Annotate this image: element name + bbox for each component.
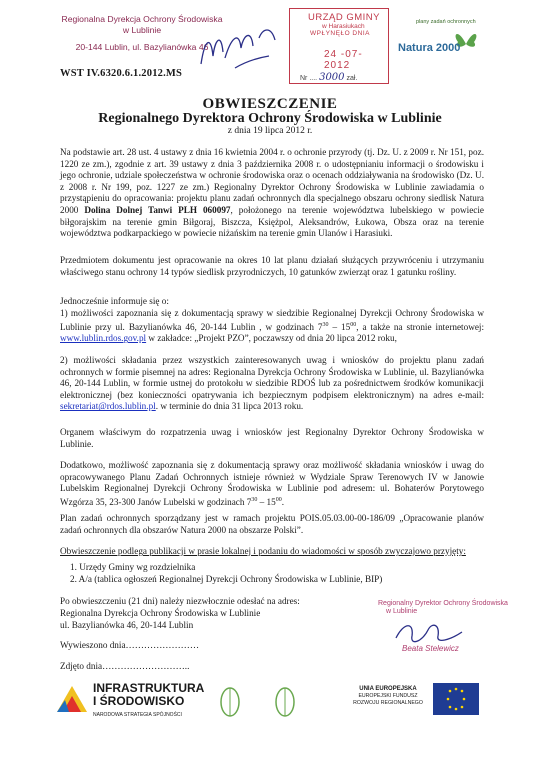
website-link[interactable]: www.lublin.rdos.gov.pl	[60, 333, 147, 344]
paragraph-additional	[60, 460, 484, 508]
paragraph-project: Plan zadań ochronnych sporządzany jest w ramach projektu POIS.05.03.00-00-186/09 „Opracowanie planów zadań ochronnych dla obszarów Natura 2000 na obszarze Polski”.	[60, 513, 484, 535]
document-subtitle: Regionalnego Dyrektora Ochrony Środowiska w Lublinie	[98, 111, 442, 126]
paragraph-publication: Obwieszczenie podlega publikacji w prasie lokalnej i podaniu do wiadomości w sposób zwyczajowo przyjęty:	[60, 546, 466, 556]
p3-1-text: 1) możliwości zapoznania się z dokumentacją sprawy w siedzibie Regionalnej Dyrekcji Ochrony Środowiska w Lublinie przy ul. Bazylianówka 46, 20-144 Lublin , w godzinach 7	[60, 308, 484, 332]
stamp-town: w Harasiukach	[322, 23, 365, 30]
infra-line3: NARODOWA STRATEGIA SPÓJNOŚCI	[93, 712, 182, 718]
paragraph-authority: Organem właściwym do rozpatrzenia uwag i wniosków jest Regionalny Dyrektor Ochrony Środowiska w Lublinie.	[60, 427, 484, 449]
case-reference: WST IV.6320.6.1.2012.MS	[60, 68, 183, 79]
email-link[interactable]: sekretariat@rdos.lublin.pl	[60, 401, 156, 412]
p4-text: Dodatkowo, możliwość zapoznania się z dokumentacją sprawy oraz możliwość składania wniosków i uwag do opracowywanego Planu Zadań Ochronnych istnieje również w Wydziale Spraw Terenowych IV w Janowie Lubelskim Regionalnej Dyrekcji Ochrony Środowiska w Lublinie pod adresem: ul. Bohaterów Porytowego Wzgórza 35, 23-300 Janów Lubelski w godzinach 7	[60, 460, 484, 507]
handwritten-note	[195, 18, 285, 78]
signature-stamp-city: w Lublinie	[386, 608, 418, 615]
paragraph-info-1	[60, 308, 484, 345]
natura-2000-logo	[394, 18, 480, 68]
p3-1-text-b: – 15	[328, 321, 351, 332]
stamp-number-label: Nr ....	[300, 75, 318, 82]
return-instruction: Po obwieszczeniu (21 dni) należy niezwłocznie odesłać na adres:	[60, 596, 300, 606]
return-address-1: Regionalna Dyrekcja Ochrony Środowiska w Lublinie	[60, 608, 261, 618]
p3-1-sup1: 30	[322, 321, 329, 328]
received-stamp	[289, 8, 389, 84]
p1-text: Na podstawie art. 28 ust. 4 ustawy z dnia 16 kwietnia 2004 r. o ochronie przyrody (tj. Dz. U. z 2009 r. Nr 151, poz. 1220 ze zm.), zgodnie z art. 39 ustawy z dnia 3 października 2008 r. o udostępnianiu informacji o środowisku i jego ochronie, udziale społeczeństwa w ochronie środowiska oraz o ocenach oddziaływania na środowisko (Dz. U. z 2008 r. Nr 199, poz. 1227 ze zm.) Regionalny Dyrektor Ochrony Środowiska w Lublinie zawiadamia o przystąpieniu do opracowania: projektu planu zadań ochronnych dla specjalnego obszaru ochrony siedlisk Natura 2000	[60, 147, 484, 215]
document-date: z dnia 19 lipca 2012 r.	[227, 126, 313, 136]
infra-line1: INFRASTRUKTURA	[93, 681, 205, 695]
removed-date-field: Zdjęto dnia………………………..	[60, 661, 190, 671]
paragraph-subject: Przedmiotem dokumentu jest opracowanie na okres 10 lat planu działań służących przywróceniu i utrzymaniu właściwego stanu ochrony 14 typów siedlisk przyrodniczych, 10 gatunków zwierząt oraz 1 gatunku rośliny.	[60, 255, 484, 277]
leaf-logo-2-icon	[270, 680, 300, 720]
stamp-office: URZĄD GMINY	[308, 12, 380, 23]
eu-flag-icon	[433, 683, 479, 715]
document-title: OBWIESZCZENIE	[202, 96, 338, 112]
p4-sup1: 30	[251, 496, 258, 503]
p4-text-b: – 15	[257, 496, 276, 507]
p3-2-text: 2) możliwości składania przez wszystkich zainteresowanych uwag i wniosków do projektu planu zadań ochronnych w formie pisemnej na adres: Regionalna Dyrekcja Ochrony Środowiska w Lublinie, ul. Bazylianówka 46, 20-144 Lublin, w formie ustnej do protokołu w siedzibie RDOŚ lub za pośrednictwem środków komunikacji elektronicznej (bez konieczności opatrywania ich bezpiecznym podpisem elektronicznym) na adres e-mail:	[60, 355, 484, 400]
paragraph-info-2	[60, 355, 484, 413]
stamp-number-row	[300, 72, 357, 83]
p4-text-c: .	[281, 496, 285, 507]
return-address-2: ul. Bazylianówka 46, 20-144 Lublin	[60, 620, 194, 630]
infrastructure-logo	[93, 682, 204, 722]
paragraph-info-intro: Jednocześnie informuje się o:	[60, 296, 169, 306]
distribution-item-2: 2. A/a (tablica ogłoszeń Regionalnej Dyrekcji Ochrony Środowiska w Lublinie, BIP)	[70, 574, 383, 584]
issuer-name: Regionalna Dyrekcja Ochrony Środowiska	[61, 14, 223, 24]
stamp-received-label: WPŁYNĘŁO DNIA	[310, 30, 370, 37]
p3-1-text-d: w zakładce: „Projekt PZO”, poczawszy od dnia 20 lipca 2012 roku,	[146, 333, 397, 344]
signer-name: Beata Stelewicz	[402, 644, 459, 653]
eu-line2: EUROPEJSKI FUNDUSZ	[358, 693, 418, 699]
natura-caption: plany zadań ochronnych	[416, 19, 476, 25]
infrastructure-logo-icon	[55, 684, 89, 714]
eu-line3: ROZWOJU REGIONALNEGO	[353, 700, 423, 706]
p3-2-text-b: . w terminie do dnia 31 lipca 2013 roku.	[155, 401, 304, 412]
p3-1-sup2: 00	[350, 321, 357, 328]
natura-name: Natura 2000	[398, 42, 461, 54]
eu-logo-text	[345, 686, 431, 707]
leaf-logo-1-icon	[215, 680, 245, 720]
site-name: Dolina Dolnej Tanwi PLH 060097	[84, 204, 231, 215]
infra-line2: I ŚRODOWISKO	[93, 694, 185, 708]
p1-text-cont: , położonego na terenie województwa lubelskiego w powiecie biłgorajskim na terenie gmin Biłgoraj, Biszcza, Księżpol, Aleksandrów, Łukowa, Obsza oraz na terenie województwa podkarpackiego w powiecie niżańskim na terenie gmin Ulanów i Harasiuki.	[60, 204, 484, 239]
signature-stamp-title: Regionalny Dyrektor Ochrony Środowiska	[378, 600, 508, 607]
distribution-item-1: 1. Urzędy Gminy wg rozdzielnika	[70, 562, 196, 572]
paragraph-legal-basis	[60, 147, 484, 240]
stamp-date: 24 -07- 2012	[324, 49, 363, 71]
issuer-city: w Lublinie	[122, 25, 162, 35]
stamp-entry-suffix: zał.	[346, 75, 358, 82]
eu-line1: UNIA EUROPEJSKA	[359, 686, 417, 692]
p4-sup2: 00	[275, 496, 282, 503]
stamp-entry-number: 3000	[319, 72, 345, 83]
director-signature	[372, 600, 512, 672]
issuer-address: 20-144 Lublin, ul. Bazylianówka 46	[75, 42, 209, 52]
p3-1-text-c: , a także na stronie internetowej:	[356, 321, 485, 332]
posted-date-field: Wywieszono dnia……………………	[60, 640, 200, 650]
footer-logos	[55, 680, 495, 740]
